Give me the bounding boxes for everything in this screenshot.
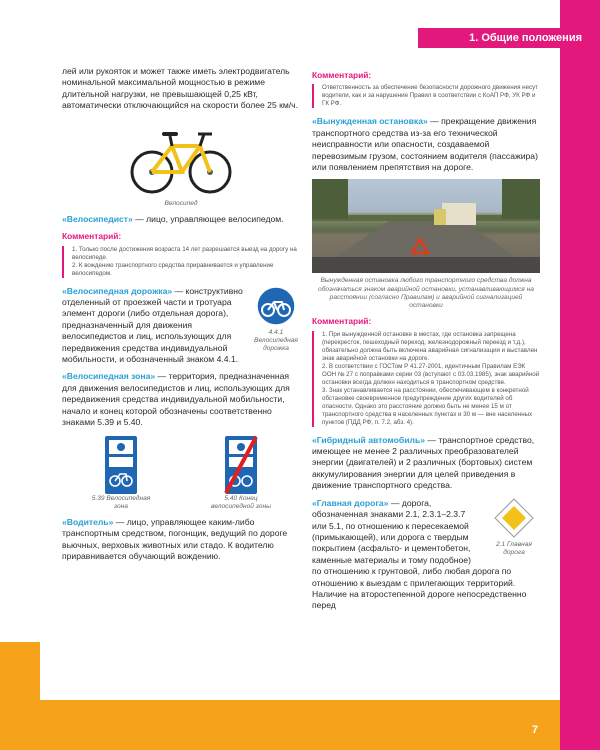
comment2-title: Комментарий: [312, 316, 372, 327]
sign540-caption: 5.40 Конец велосипедной зоны [211, 494, 271, 510]
bikezone-def: — территория, предназначенная для движения велосипедистов и лиц, использующих для передвижения средства индивидуальной мобильности, начало и конец которой обозначены соответственно знаками 5.39 и 5.40. [62, 371, 290, 428]
hybrid-definition [312, 435, 540, 492]
photo-caption: Вынужденная остановка любого транспортного средства должна обозначаться знаком аварийной остановки, устанавливающимся на расстоянии (согласно Правилам) и аварийной сигнализацией остановки [318, 277, 534, 310]
forced-stop-term: «Вынужденная остановка» [312, 116, 428, 127]
comment2-box [312, 331, 540, 427]
comment0-box: Ответственность за обеспечение безопасности дорожного движения несут водители, как и за нарушение Правил в соответствии с КоАП РФ, УК РФ и ГК РФ. [312, 84, 540, 108]
driver-definition [62, 517, 300, 563]
main-road-term: «Главная дорога» [312, 497, 389, 508]
comment1-item: 1. Только после достижения возраста 14 лет разрешается выезд на дорогу на велосипеде. [72, 245, 297, 261]
sign441-caption: 4.4.1 Велосипедная дорожка [254, 329, 298, 353]
bikezone-term: «Велосипедная зона» [62, 371, 156, 382]
comment0-title: Комментарий: [312, 70, 372, 80]
page-sheet [40, 48, 560, 700]
sign21-caption: 2.1 Главная дорога [496, 541, 532, 557]
cyclist-term: «Велосипедист» [62, 213, 133, 224]
sign-539 [86, 435, 156, 511]
driver-term: «Водитель» [62, 516, 114, 527]
comment2-item: 1. При вынужденной остановке в местах, где остановка запрещена (перекресток, пешеходный переход, железнодорожный переезд и т.д.), обязательно должна быть включена аварийная сигнализация и выставлен знак аварийной остановки на дороге. [322, 330, 538, 362]
road-photo-illustration [312, 179, 540, 273]
sign-540 [206, 435, 276, 511]
bikepath-def: — конструктивно отделенный от проезжей части и тротуара элемент дороги (либо отдельная дорога), предназначенный для движения велосипедистов и лиц, использующих для передвижения средства индивидуальной мобильности, и обозначенный знаком 4.4.1. [62, 285, 243, 365]
right-column [312, 66, 540, 618]
hybrid-def: — транспортное средство, имеющее не менее 2 различных преобразователей энергии (двигателей) и 2 различных (бортовых) систем аккумулирования энергии для целей приведения в движение транспортного средства. [312, 434, 535, 491]
cyclist-definition [62, 214, 300, 225]
hybrid-term: «Гибридный автомобиль» [312, 434, 426, 445]
sign-441 [252, 286, 300, 354]
main-road-sign-icon [494, 498, 534, 538]
bottom-pink-corner [560, 642, 600, 750]
left-column [62, 66, 300, 569]
comment1-box [62, 246, 300, 278]
bikezone-definition [62, 371, 300, 428]
bicycle-image [126, 118, 236, 198]
driver-def: — лицо, управляющее каким-либо транспортным средством, погонщик, ведущий по дороге вьючных, верховых животных или стадо. К водителю приравнивается обучающий вождению. [62, 516, 288, 562]
cyclist-def: — лицо, управляющее велосипедом. [132, 213, 284, 224]
bike-zone-sign-icon [104, 435, 138, 495]
bike-zone-signs [62, 435, 300, 511]
comment1-item: 2. К вождению транспортного средства приравнивается и управление велосипедом. [72, 261, 274, 277]
comment1-title: Комментарий: [62, 231, 122, 242]
intro-paragraph: лей или рукояток и может также иметь электродвигатель номинальной максимальной мощностью в режиме длительной нагрузки, не превышающей 0,25 кВт, автоматически отключающийся на скорости более 25 км/ч. [62, 66, 299, 111]
sign-21 [488, 498, 540, 558]
sign539-caption: 5.39 Велосипедная зона [91, 494, 151, 510]
comment2-item: 2. В соответствии с ГОСТом Р 41.27-2001, идентичным Правилам ЕЭК ООН № 27 с поправками серии 03 (вступают с 03.03.1985), знак аварийной остановки всегда должен находиться в транспортном средстве. [322, 362, 540, 386]
section-header-tab: 1. Общие положения [418, 28, 600, 48]
end-bike-zone-sign-icon [224, 435, 258, 495]
bikepath-term: «Велосипедная дорожка» [62, 285, 173, 296]
forced-stop-def: — прекращение движения транспортного средства из-за его технической неисправности или опасности, создаваемой перевозимым грузом, состоянием водителя (пассажира) или появлением препятствия на дороге. [312, 116, 538, 173]
forced-stop-definition [312, 116, 540, 173]
forced-stop-photo [312, 179, 540, 273]
bike-path-sign-icon [256, 286, 296, 326]
bicycle-caption: Велосипед [164, 199, 198, 207]
page-number: 7 [531, 724, 538, 736]
comment2-item: 3. Знак устанавливается на расстоянии, обеспечивающем в конкретной обстановке своевременное предупреждение других водителей об опасности. Однако это расстояние должно быть не менее 15 м от транспортного средства в населенных пунктах и 30 м — вне населенных пунктов (ПДД РФ, п. 7.2, абз. 4). [322, 386, 533, 426]
main-road-def: — дорога, обозначенная знаками 2.1, 2.3.1–2.3.7 или 5.1, по отношению к пересекаемой (примыкающей), или дорога с твердым покрытием (асфальто- и цементобетон, каменные материалы и тому подобное) по отношению к грунтовой, либо любая дорога по отношению к выездам с прилегающих территорий. Наличие на второстепенной дороге непосредственно перед [312, 497, 527, 611]
